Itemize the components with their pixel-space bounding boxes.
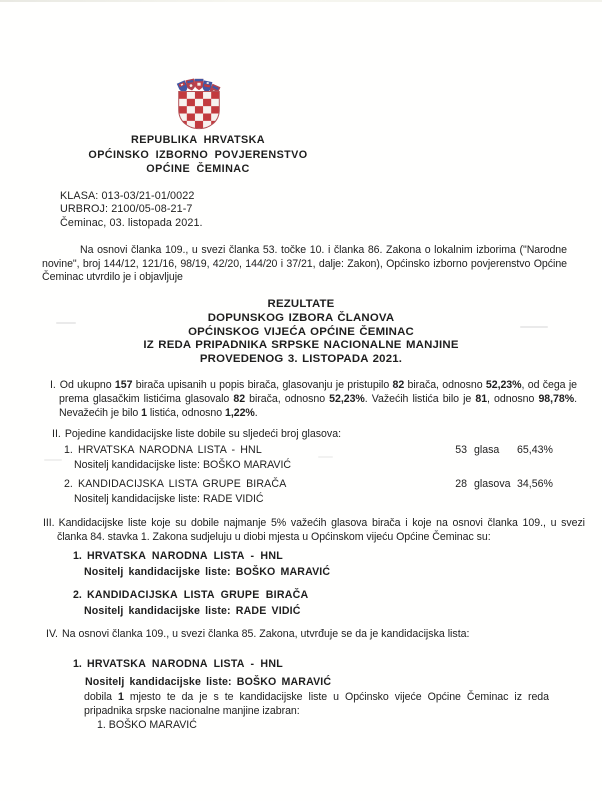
scan-edge-artifact <box>0 0 602 2</box>
section-iv-heading <box>46 628 469 640</box>
text-segment: listića, odnosno <box>146 406 225 419</box>
section-iii-heading <box>43 517 585 545</box>
result-paragraph <box>84 691 549 718</box>
votes-label: glasova <box>474 478 511 490</box>
list-number: 1. <box>73 550 82 562</box>
list-number: 1. <box>64 444 73 456</box>
votes-percent: 65,43% <box>517 444 553 456</box>
text-segment: 98,78% <box>538 392 575 405</box>
text-segment: . Nevažećih je bilo <box>59 392 577 419</box>
list-holder: Nositelj kandidacijske liste: BOŠKO MARAVIĆ <box>85 676 332 688</box>
title-line-2: DOPUNSKOG IZBORA ČLANOVA <box>207 311 395 324</box>
urbroj-line: URBROJ: 2100/05-08-21-7 <box>60 203 193 216</box>
title-line-4: IZ REDA PRIPADNIKA SRPSKE NACIONALNE MANJINE <box>143 339 459 352</box>
list-holder: Nositelj kandidacijske liste: BOŠKO MARAVIĆ <box>74 459 292 471</box>
letterhead <box>40 133 356 177</box>
section-ii-numeral: II. <box>52 428 61 440</box>
candidate-list-row <box>0 478 602 493</box>
section-ii-heading-text: Pojedine kandidacijske liste dobile su sljedeći broj glasova: <box>64 428 342 440</box>
qualified-list-row <box>0 589 602 604</box>
list-holder-row <box>0 566 602 581</box>
document-title <box>0 298 602 367</box>
text-segment: dobila <box>84 691 119 703</box>
text-segment: . <box>254 406 258 419</box>
list-holder: Nositelj kandidacijske liste: RADE VIDIĆ <box>84 605 301 617</box>
votes-count: 53 <box>455 444 467 456</box>
text-segment: , od čega je prema glasačkim listićima glasovalo <box>59 379 577 405</box>
section-iii-heading-text: Kandidacijske liste koje su dobile najmanje 5% važećih glasova birača i koje na osnovi članka 109., u svezi članka 84. stavka 1. Zakona sudjeluju u diobi mjesta u Općinskom vijeću Općine Čeminac su: <box>57 517 585 543</box>
text-segment: mjesto te da je s te kandidacijske liste u Općinsko vijeće Općine Čeminac iz reda pripadnika srpske nacionalne manjine izabran: <box>84 691 549 717</box>
list-number: 2. <box>64 478 73 490</box>
list-name: HRVATSKA NARODNA LISTA - HNL <box>78 444 262 456</box>
letterhead-country: REPUBLIKA HRVATSKA <box>131 134 265 146</box>
text-segment: Od ukupno <box>59 379 115 391</box>
intro-paragraph: Na osnovi članka 109., u svezi članka 53. točke 10. i članka 86. Zakona o lokalnim izborima ("Narodne novine", broj 144/12, 121/16, 98/19, 42/20, 144/20 i 37/21, dalje: Zakon), Općinsko izborno povjerenstvo Općine Čeminac utvrdilo je i objavljuje <box>42 244 567 283</box>
text-segment: birača, odnosno <box>245 392 330 405</box>
text-segment: 82 <box>392 379 405 391</box>
title-line-3: OPĆINSKOG VIJEĆA OPĆINE ČEMINAC <box>188 325 414 338</box>
list-holder: Nositelj kandidacijske liste: RADE VIDIĆ <box>74 493 264 505</box>
section-i-text <box>59 379 577 419</box>
list-name: KANDIDACIJSKA LISTA GRUPE BIRAČA <box>87 589 309 601</box>
section-ii-heading <box>52 428 341 440</box>
text-segment: 52,23% <box>485 379 522 391</box>
text-segment: birača, odnosno <box>404 379 486 391</box>
candidate-list-row <box>0 444 602 459</box>
text-segment: 81 <box>475 392 488 405</box>
section-iv-heading-text: Na osnovi članka 109., u svezi članka 85. Zakona, utvrđuje se da je kandidacijska lista: <box>61 628 470 640</box>
elected-member-row <box>0 719 602 734</box>
klasa-line: KLASA: 013-03/21-01/0022 <box>60 190 195 202</box>
text-segment: birača upisanih u popis birača, glasovanju je pristupilo <box>132 379 393 391</box>
letterhead-municipality: OPĆINE ČEMINAC <box>146 163 250 176</box>
list-number: 1. <box>73 658 82 670</box>
letterhead-commission: OPĆINSKO IZBORNO POVJERENSTVO <box>88 148 308 161</box>
winning-list-row <box>0 658 602 673</box>
text-segment: 157 <box>114 379 133 391</box>
title-line-5: PROVEDENOG 3. LISTOPADA 2021. <box>199 353 403 366</box>
elected-member: 1. BOŠKO MARAVIĆ <box>97 719 197 731</box>
text-segment: 1 <box>118 691 124 703</box>
list-number: 2. <box>73 589 82 601</box>
list-name: KANDIDACIJSKA LISTA GRUPE BIRAČA <box>78 478 287 490</box>
text-segment: 52,23% <box>329 392 365 405</box>
list-holder-row <box>0 605 602 620</box>
text-segment: . Važećih listića bilo je <box>364 392 476 405</box>
text-segment: , odnosno <box>487 392 539 405</box>
croatian-coat-of-arms-icon <box>170 77 228 133</box>
votes-count: 28 <box>455 478 467 490</box>
list-holder-row <box>0 676 602 691</box>
section-i-numeral: I. <box>50 379 56 391</box>
text-segment: 82 <box>233 392 246 405</box>
votes-percent: 34,56% <box>517 478 553 490</box>
text-segment: 1,22% <box>225 406 255 419</box>
votes-label: glasa <box>474 444 500 456</box>
list-name: HRVATSKA NARODNA LISTA - HNL <box>87 550 283 562</box>
list-holder-row <box>0 459 602 474</box>
section-iii-numeral: III. <box>43 517 55 529</box>
section-i-paragraph <box>50 379 577 420</box>
list-name: HRVATSKA NARODNA LISTA - HNL <box>87 658 283 670</box>
place-date-line: Čeminac, 03. listopada 2021. <box>60 216 203 229</box>
reference-block <box>60 190 203 230</box>
list-holder: Nositelj kandidacijske liste: BOŠKO MARAVIĆ <box>84 566 331 578</box>
text-segment: 1 <box>141 406 147 419</box>
qualified-list-row <box>0 550 602 565</box>
crest-shield <box>179 91 220 130</box>
list-holder-row <box>0 493 602 508</box>
title-line-1: REZULTATE <box>267 298 335 310</box>
section-iv-numeral: IV. <box>46 628 58 640</box>
